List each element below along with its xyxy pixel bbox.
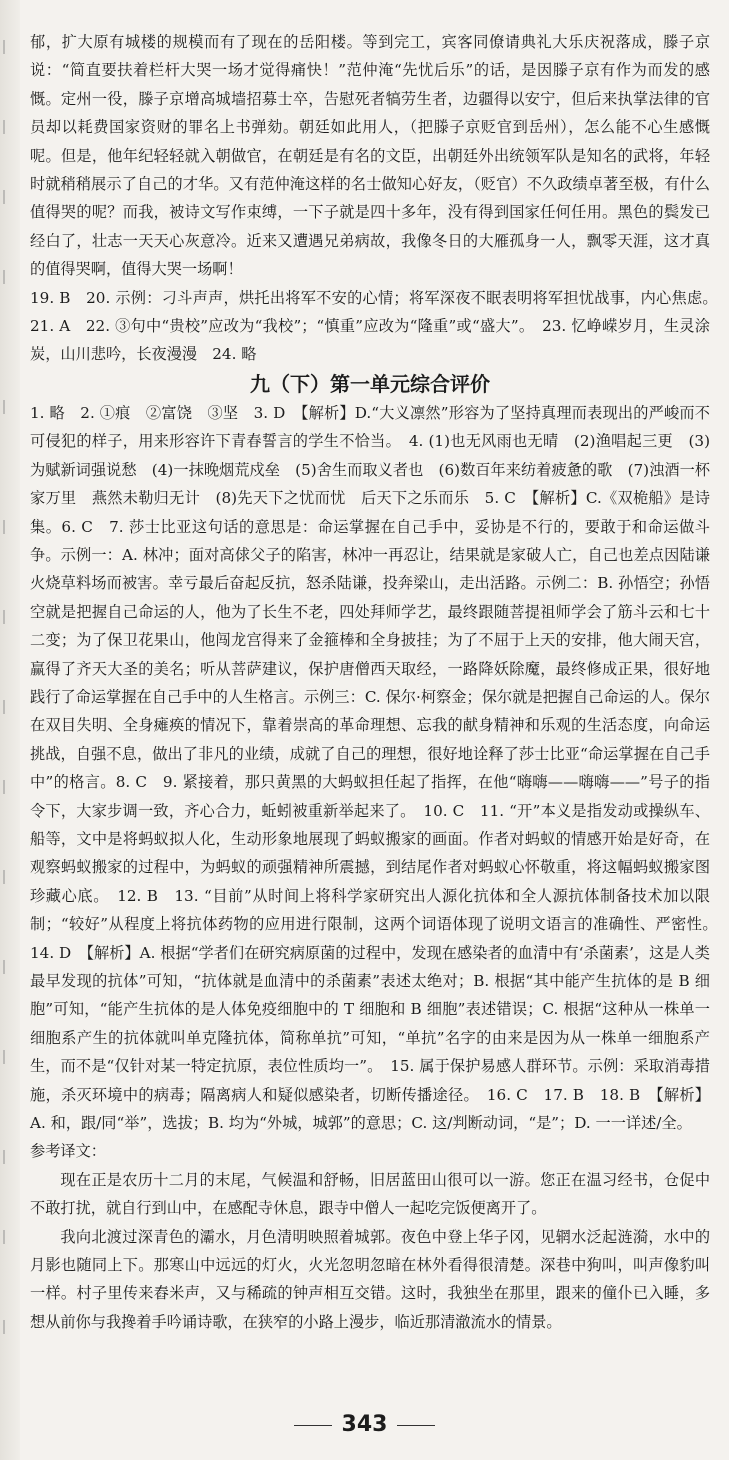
translation-label: 参考译文：	[30, 1142, 106, 1161]
page-number-dash-right	[397, 1425, 435, 1426]
translation-paragraph-2: 我向北渡过深青色的灞水，月色清明映照着城郭。夜色中登上华子冈，见辋水泛起涟漪，水中的月影也随同上下。那寒山中远远的灯火，火光忽明忽暗在林外看得很清楚。深巷中狗叫，叫声像豹叫一样。村子里传来舂米声，又与稀疏的钟声相互交错。这时，我独坐在那里，跟来的僮仆已入睡，多想从前你与我搀着手吟诵诗歌，在狭窄的小路上漫步，临近那清澈流水的情景。	[30, 1227, 710, 1331]
page-number-dash-left	[294, 1425, 332, 1426]
answers-unit-evaluation: 1. 略 2. ①痕 ②富饶 ③坚 3. D 【解析】D.“大义凛然”形容为了坚持真理而表现出的严峻而不可侵犯的样子，用来形容许下青春誓言的学生不恰当。 4. (1)也无风雨也无晴 (2)渔唱起三更 (3)为赋新词强说愁 (4)一抹晚烟荒戍垒 (5)舍生而取义者也 (6)数百年来纺着疲惫的歌 (7)浊酒一杯家万里 燕然未勒归无计 (8)先天下之忧而忧 后天下之乐而乐 5. C 【解析】C.《双桅船》是诗集。6. C 7. 莎士比亚这句话的意思是：命运掌握在自己手中，妥协是不行的，要敢于和命运做斗争。示例一：A. 林冲；面对高俅父子的陷害，林冲一再忍让，结果就是家破人亡，自己也差点因陆谦火烧草料场而被害。幸亏最后奋起反抗，怒杀陆谦，投奔梁山，走出活路。示例二：B. 孙悟空；孙悟空就是把握自己命运的人，他为了长生不老，四处拜师学艺，最终跟随菩提祖师学会了筋斗云和七十二变；为了保卫花果山，他闯龙宫得来了金箍棒和全身披挂；为了不屈于上天的安排，他大闹天宫，赢得了齐天大圣的美名；听从菩萨建议，保护唐僧西天取经，一路降妖除魔，最终修成正果，很好地践行了命运掌握在自己手中的人生格言。示例三：C. 保尔·柯察金；保尔就是把握自己命运的人。保尔在双目失明、全身瘫痪的情况下，靠着崇高的革命理想、忘我的献身精神和乐观的生活态度，向命运挑战，自强不息，做出了非凡的业绩，成就了自己的理想，很好地诠释了莎士比亚“命运掌握在自己手中”的格言。8. C 9. 紧接着，那只黄黑的大蚂蚁担任起了指挥，在他“嗨嗨——嗨嗨——”号子的指令下，大家步调一致，齐心合力，蚯蚓被重新举起来了。 10. C 11. “开”本义是指发动或操纵车、船等，文中是将蚂蚁拟人化，生动形象地展现了蚂蚁搬家的画面。作者对蚂蚁的情感开始是好奇，在观察蚂蚁搬家的过程中，为蚂蚁的顽强精神所震撼，到结尾作者对蚂蚁心怀敬重，将这幅蚂蚁搬家图珍藏心底。 12. B 13. “目前”从时间上将科学家研究出人源化抗体和全人源抗体制备技术加以限制；“较好”从程度上将抗体药物的应用进行限制，这两个词语体现了说明文语言的准确性、严密性。 14. D 【解析】A. 根据“学者们在研究病原菌的过程中，发现在感染者的血清中有‘杀菌素’，这是人类最早发现的抗体”可知，“抗体就是血清中的杀菌素”表述太绝对；B. 根据“其中能产生抗体的是 B 细胞”可知，“能产生抗体的是人体免疫细胞中的 T 细胞和 B 细胞”表述错误；C. 根据“这种从一株单一细胞系产生的抗体就叫单克隆抗体，简称单抗”可知，“单抗”名字的由来是因为从一株单一细胞系产生，而不是“仅针对某一特定抗原，表位性质均一”。 15. 属于保护易感人群环节。示例：采取消毒措施，杀灭环境中的病毒；隔离病人和疑似感染者，切断传播途径。 16. C 17. B 18. B 【解析】A. 和，跟/同“举”，选拔；B. 均为“外城，城郭”的意思；C. 这/判断动词，“是”；D. 一一详述/全。	[30, 403, 726, 1133]
page-number	[0, 1412, 729, 1437]
page-binding-edge	[0, 0, 20, 1460]
translation-paragraph-1: 现在正是农历十二月的末尾，气候温和舒畅，旧居蓝田山很可以一游。您正在温习经书，仓促中不敢打扰，就自行到山中，在感配寺休息，跟寺中僧人一起吃完饭便离开了。	[30, 1170, 710, 1218]
answer-key-content	[30, 28, 726, 1336]
passage-translation-end: 郁，扩大原有城楼的规模而有了现在的岳阳楼。等到完工，宾客同僚请典礼大乐庆祝落成，滕子京说：“简直要扶着栏杆大哭一场才觉得痛快！”范仲淹“先忧后乐”的话，是因滕子京有作为而发的感慨。定州一役，滕子京增高城墙招募士卒，告慰死者犒劳生者，边疆得以安宁，但后来执掌法律的官员却以耗费国家资财的罪名上书弹劾。朝廷如此用人，（把滕子京贬官到岳州），怎么能不心生感慨呢。但是，他年纪轻轻就入朝做官，在朝廷是有名的文臣，出朝廷外出统领军队是知名的武将，年轻时就稍稍展示了自己的才华。又有范仲淹这样的名士做知心好友，（贬官）不久政绩卓著至极，有什么值得哭的呢？而我，被诗文写作束缚，一下子就是四十多年，没有得到国家任何任用。黑色的鬓发已经白了，壮志一天天心灰意冷。近来又遭遇兄弟病故，我像冬日的大雁孤身一人，飘零天涯，这才真的值得哭啊，值得大哭一场啊！	[30, 33, 710, 279]
answers-19-24: 19. B 20. 示例：刁斗声声，烘托出将军不安的心情；将军深夜不眠表明将军担忧战事，内心焦虑。 21. A 22. ③句中“贵校”应改为“我校”；“慎重”应改为“隆重”或“盛大”。 23. 忆峥嵘岁月，生灵涂炭，山川悲吟，长夜漫漫 24. 略	[30, 288, 726, 364]
page-number-value: 343	[341, 1412, 388, 1437]
section-title: 九（下）第一单元综合评价	[250, 371, 490, 396]
